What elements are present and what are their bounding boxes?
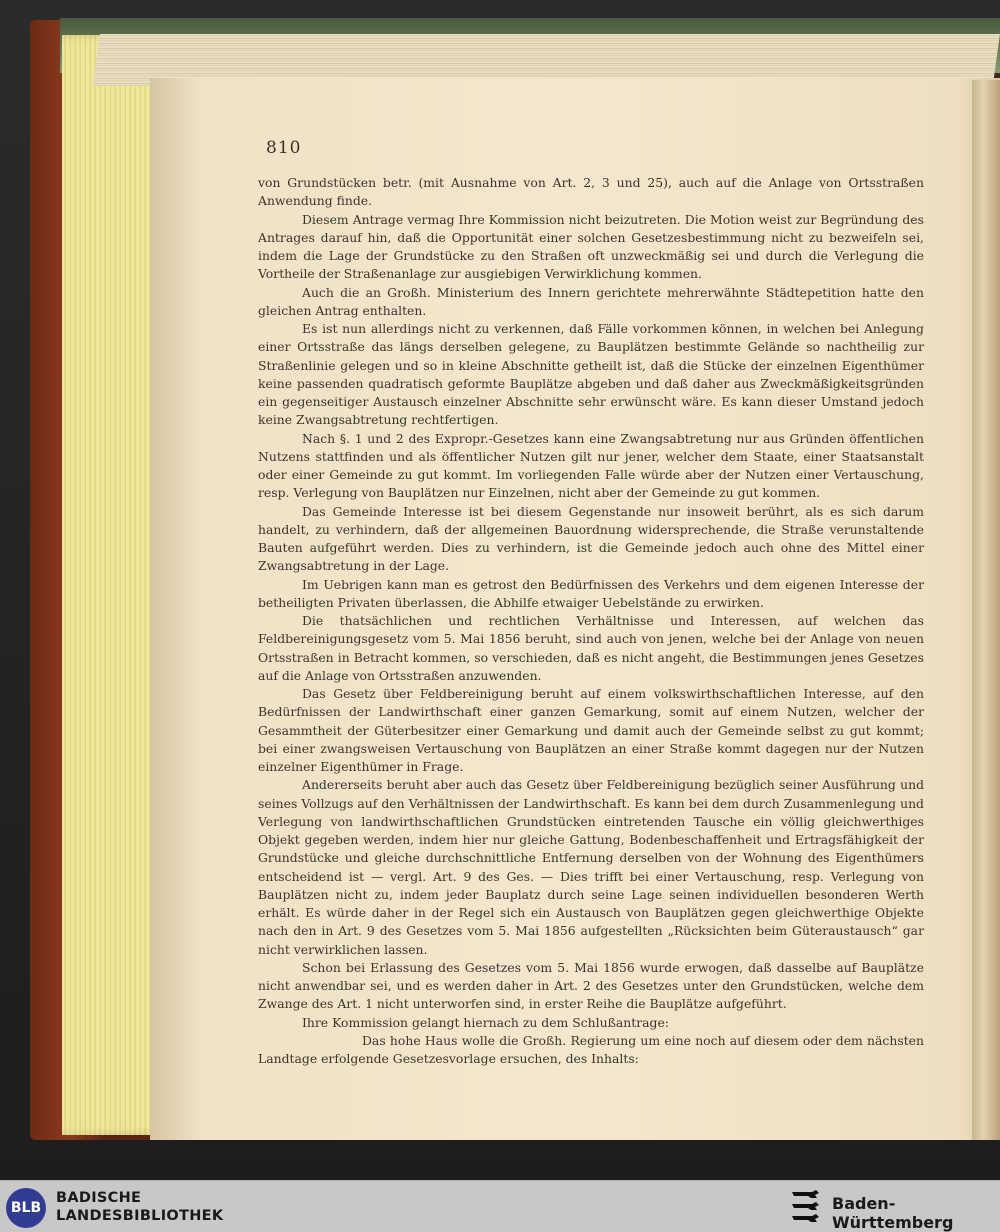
library-name-line2: LANDESBIBLIOTHEK <box>56 1208 224 1224</box>
paragraph: Diesem Antrage vermag Ihre Kommission nicht beizutreten. Die Motion weist zur Begründung des Antrages darauf hin, daß die Opportunität einer solchen Gesetzesbestimmung nicht zu bezweifeln sei, indem die Lage der Grundstücke zu den Straßen oft unzweckmäßig sei und durch die Verlegung die Vortheile der Straßenanlage zur ausgiebigen Verwirklichung kommen. <box>258 211 924 282</box>
page-edge-right <box>972 80 1000 1140</box>
paragraph: von Grundstücken betr. (mit Ausnahme von Art. 2, 3 und 25), auch auf die Anlage von Ortsstraßen Anwendung finde. <box>258 175 924 209</box>
paragraph: Das Gemeinde Interesse ist bei diesem Gegenstande nur insoweit berührt, als es sich darum handelt, zu verhindern, daß der allgemeinen Bauordnung widersprechende, die Straße verunstaltende Bauten aufgeführt werden. Dies zu verhindern, ist die Gemeinde jedoch auch ohne des Mittel einer Zwangsabtretung in der Lage. <box>258 503 924 574</box>
paragraph: Andererseits beruht aber auch das Gesetz über Feldbereinigung bezüglich seiner Ausführung und seines Vollzugs auf den Verhältnissen der Landwirthschaft. Es kann bei dem durch Zusammenlegung und Verlegung von landwirthschaftlichen Grundstücken eintretenden Tausche ein völlig gleichwerthiges Objekt gegeben werden, indem hier nur gleiche Gattung, Bodenbeschaffenheit und Ertragsfähigkeit der Grundstücke und gleiche durchschnittliche Entfernung derselben von der Wohnung des Eigenthümers entscheidend ist — vergl. Art. 9 des Ges. — Dies trifft bei einer Vertauschung, resp. Verlegung von Bauplätzen nicht zu, indem jeder Bauplatz durch seine Lage seinen individuellen besonderen Werth erhält. Es würde daher in der Regel sich ein Austausch von Bauplätzen gegen gleichwerthige Objekte nach den in Art. 9 des Gesetzes vom 5. Mai 1856 aufgestellten „Rücksichten beim Güteraustausch“ gar nicht verwirklichen lassen. <box>258 777 924 957</box>
library-name[interactable] <box>56 1189 223 1225</box>
paragraph: Die thatsächlichen und rechtlichen Verhältnisse und Interessen, auf welchen das Feldbereinigungsgesetz vom 5. Mai 1856 beruht, sind auch von jenen, welche bei der Anlage von neuen Ortsstraßen in Betracht kommen, so verschieden, daß es nicht angeht, die Bestimmungen jenes Gesetzes auf die Anlage von Ortsstraßen anzuwenden. <box>258 613 924 683</box>
paragraph: Das hohe Haus wolle die Großh. Regierung um eine noch auf diesem oder dem nächsten Landtage erfolgende Gesetzesvorlage ersuchen, des Inhalts: <box>258 1032 924 1066</box>
page-body-text <box>258 174 924 1068</box>
paragraph: Im Uebrigen kann man es getrost den Bedürfnissen des Verkehrs und dem eigenen Interesse der betheiligten Privaten überlassen, die Abhilfe etwaiger Uebelstände zu erwirken. <box>258 576 924 610</box>
paragraph: Auch die an Großh. Ministerium des Innern gerichtete mehrerwähnte Städtepetition hatte den gleichen Antrag enthalten. <box>258 284 924 318</box>
page-number: 810 <box>266 138 302 158</box>
state-name[interactable]: Baden-Württemberg <box>832 1194 954 1232</box>
blb-logo-icon[interactable]: BLB <box>6 1188 46 1228</box>
paragraph: Es ist nun allerdings nicht zu verkennen, daß Fälle vorkommen können, in welchen bei Anlegung einer Ortsstraße das längs derselben gelegene, zu Bauplätzen bestimmte Gelände so nachtheilig zur Straßenlinie gelegen und so in kleine Abschnitte getheilt ist, daß die Stücke der einzelnen Eigenthümer keine passenden quadratisch geformte Bauplätze abgeben und daß daher aus Zweckmäßigkeitsgründen ein gegenseitiger Austausch einzelner Abschnitte sehr erwünscht wäre. Es kann dieser Umstand jedoch keine Zwangsabtretung rechtfertigen. <box>258 321 924 428</box>
paragraph: Das Gesetz über Feldbereinigung beruht auf einem volkswirthschaftlichen Interesse, auf den Bedürfnissen der Landwirthschaft einer ganzen Gemarkung, somit auf einem Nutzen, welcher der Gesammtheit der Güterbesitzer einer Gemarkung und damit auch der Gemeinde selbst zu gut kommt; bei einer zwangsweisen Vertauschung von Bauplätzen an einer Straße kommt dagegen nur der Nutzen einzelner Eigenthümer in Frage. <box>258 686 924 774</box>
paragraph: Schon bei Erlassung des Gesetzes vom 5. Mai 1856 wurde erwogen, daß dasselbe auf Bauplätze nicht anwendbar sei, und es werden daher in Art. 2 des Gesetzes unter den Grundstücken, welche dem Zwange des Art. 1 nicht unterworfen sind, in erster Reihe die Bauplätze aufgeführt. <box>258 959 924 1012</box>
three-lions-icon[interactable] <box>788 1187 824 1227</box>
library-name-line1: BADISCHE <box>56 1190 142 1206</box>
paragraph: Nach §. 1 und 2 des Expropr.-Gesetzes kann eine Zwangsabtretung nur aus Gründen öffentlichen Nutzens stattfinden und als öffentlicher Nutzen gilt nur jener, welcher dem Staate, einer Staatsanstalt oder einer Gemeinde zu gut kommt. Im vorliegenden Falle würde aber der Nutzen einer Vertauschung, resp. Verlegung von Bauplätzen nur Einzelnen, nicht aber der Gemeinde zu gut kommen. <box>258 430 924 501</box>
footer-bar <box>0 1180 1000 1232</box>
paragraph: Ihre Kommission gelangt hiernach zu dem Schlußantrage: <box>302 1014 669 1030</box>
